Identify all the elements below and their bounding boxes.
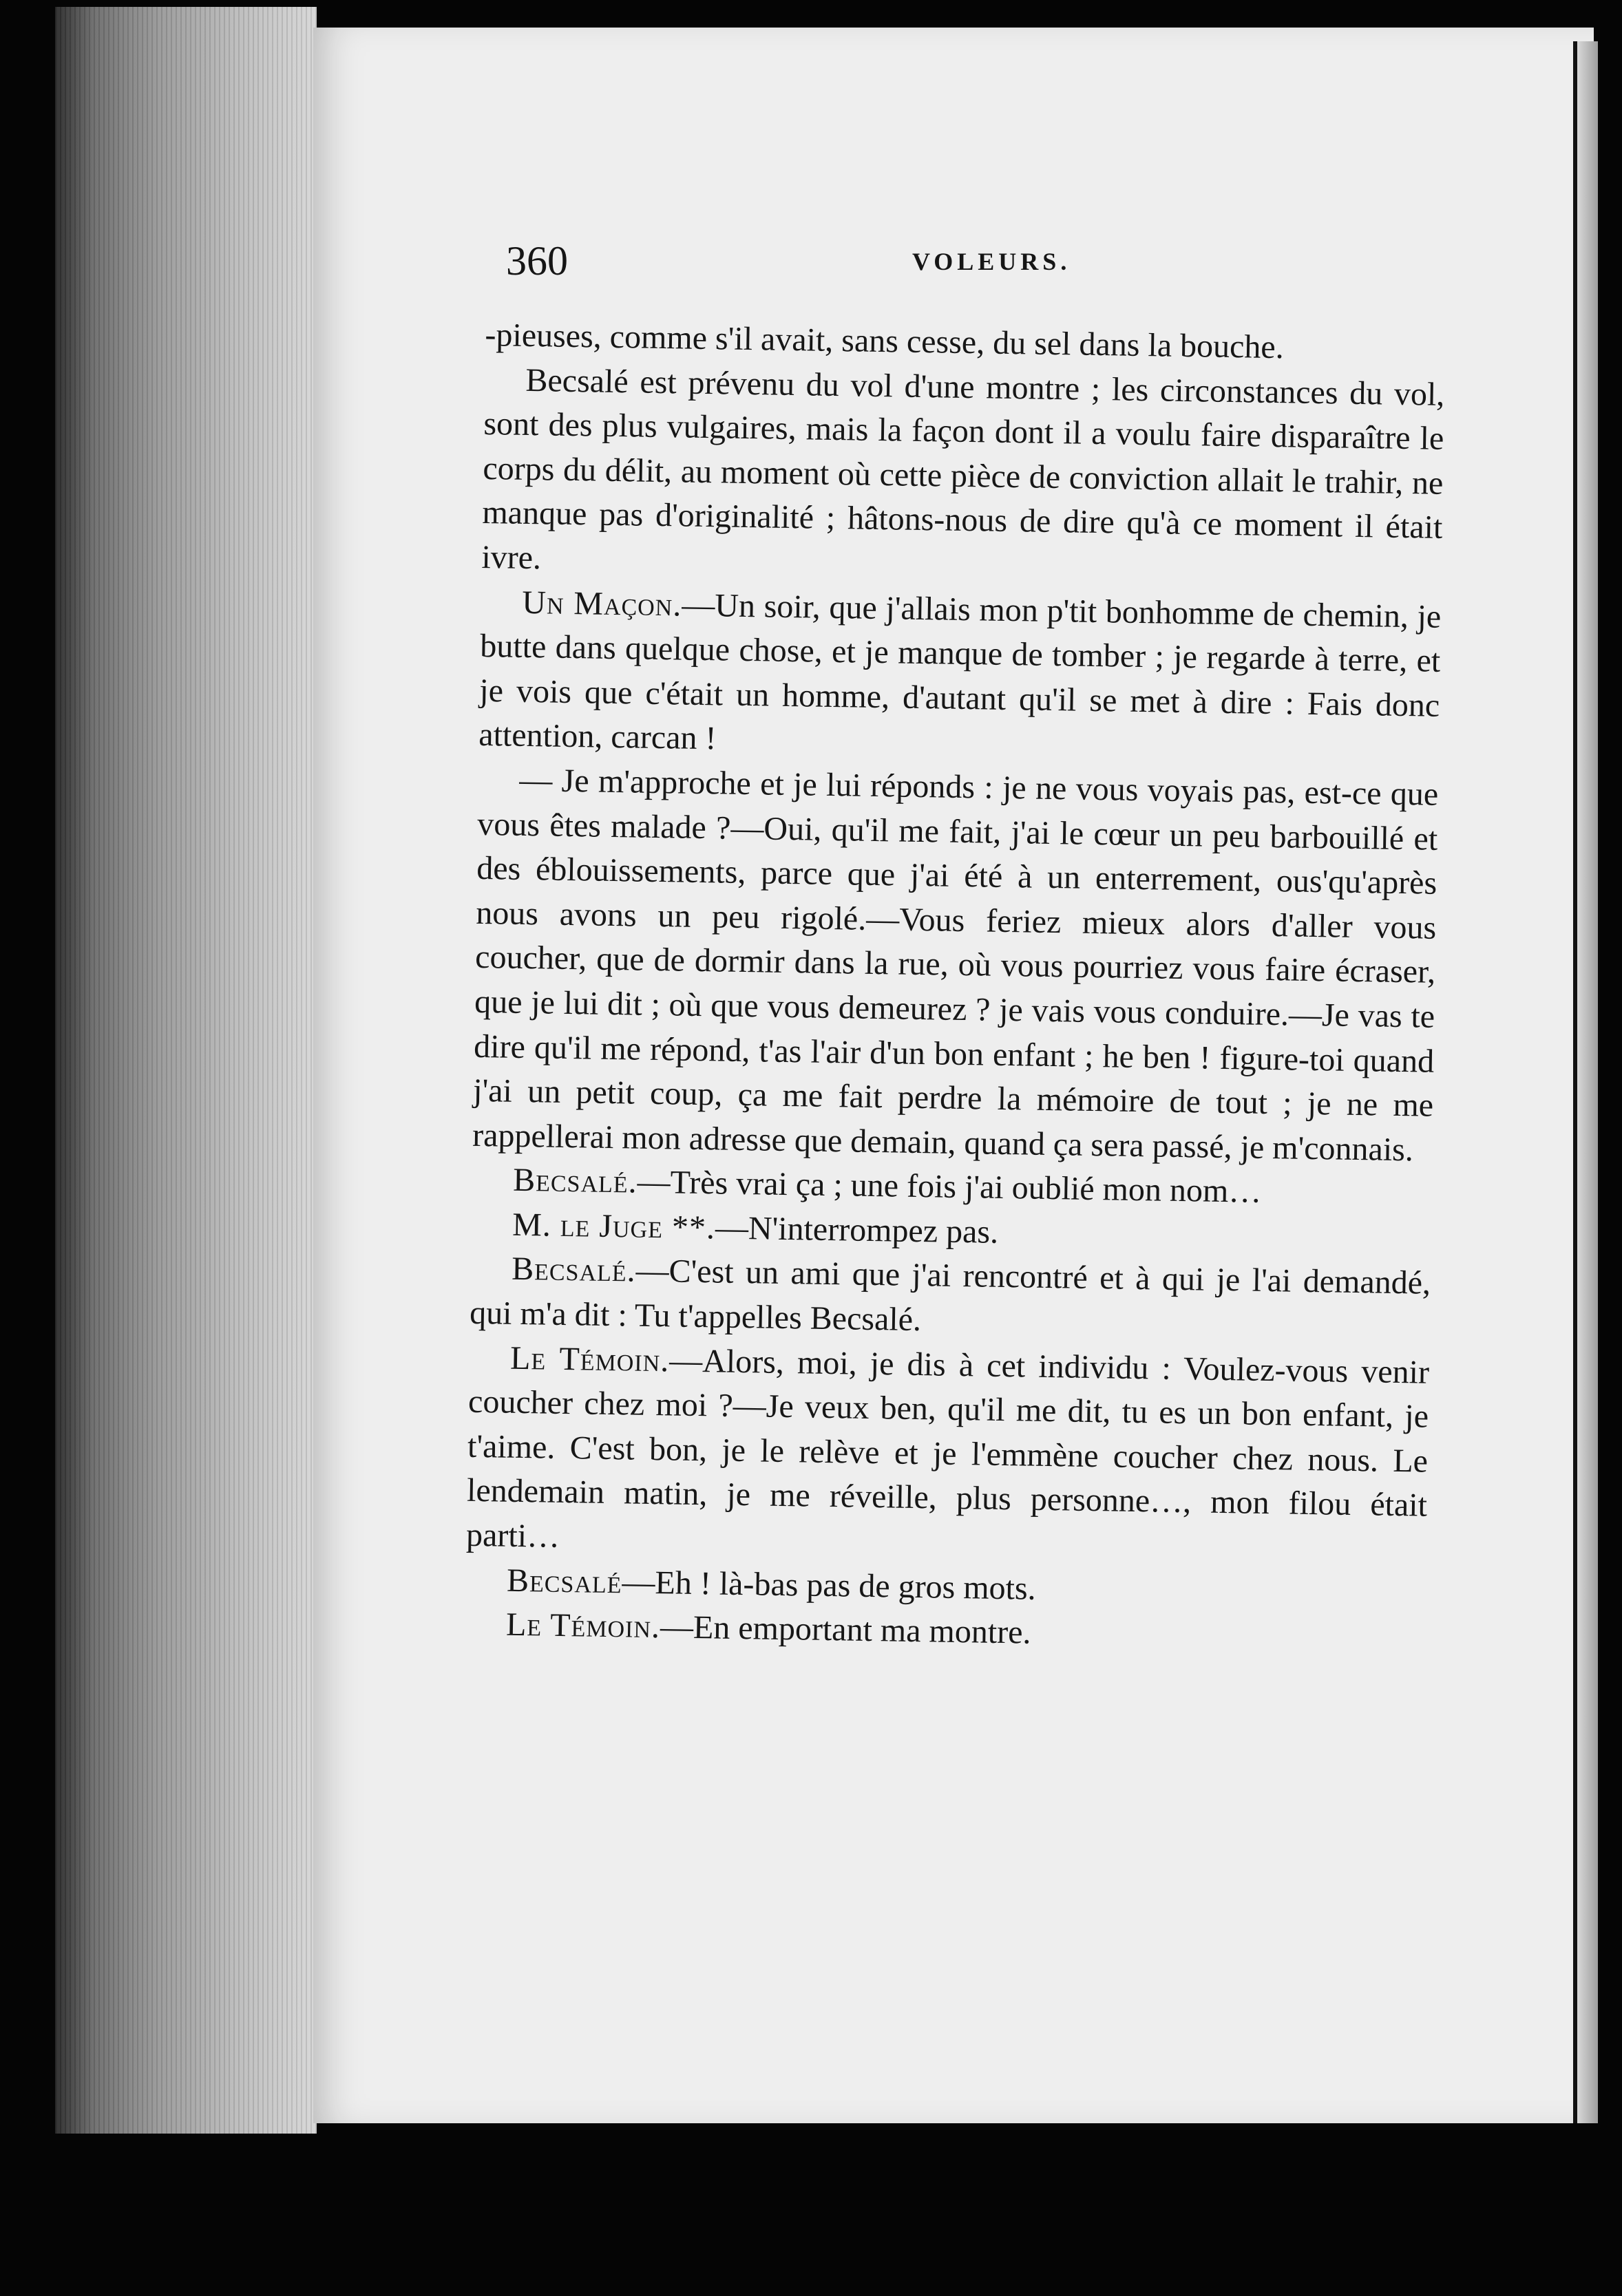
dialogue-line	[466, 1335, 1430, 1573]
speaker-name: Le Témoin.	[509, 1339, 670, 1379]
paragraph-continuation: -pieuses, comme s'il avait, sans cesse, du sel dans la bouche.	[485, 316, 1285, 366]
dialogue-text: —En emportant ma montre.	[660, 1608, 1031, 1651]
speaker-name: M. le Juge **.	[512, 1206, 716, 1246]
dialogue-continuation: — Je m'approche et je lui réponds : je ne vous voyais pas, est-ce que vous êtes malade ?—Oui, qu'il me fait, j'ai le cœur un peu barbouillé et des éblouissements, parce que j'ai été à un enterrement, ous'qu'après nous avons un peu rigolé.—Vous feriez mieux alors d'aller vous coucher, que de dormir dans la rue, où vous pourriez vous faire écraser, que je lui dit ; où que vous demeurez ? je vais vous conduire.—Je vas te dire qu'il me répond, t'as l'air d'un bon enfant ; he ben ! figure-toi quand j'ai un petit coup, ça me fait perdre la mémoire de tout ; je ne me rappellerai mon adresse que demain, quand ça sera passé, je m'connais.	[472, 761, 1439, 1169]
paragraph-intro: Becsalé est prévenu du vol d'une montre ; les circonstances du vol, sont des plus vulgaires, mais la façon dont il a voulu faire disparaître le corps du délit, au moment où cette pièce de conviction allait le trahir, ne manque pas d'originalité ; hâtons-nous de dire qu'à ce moment il était ivre.	[481, 361, 1445, 577]
speaker-name: Le Témoin.	[505, 1606, 661, 1646]
page-body	[465, 313, 1446, 1661]
speaker-name: Becsalé.	[512, 1162, 638, 1200]
speaker-name: Becsalé	[506, 1562, 622, 1600]
dialogue-text: —Eh ! là-bas pas de gros mots.	[622, 1563, 1037, 1607]
running-head: VOLEURS.	[912, 248, 1071, 275]
page-right-edge	[1573, 41, 1598, 2123]
dialogue-text: —N'interrompez pas.	[715, 1209, 999, 1251]
speaker-name: Becsalé.	[511, 1251, 637, 1290]
dialogue-text: —Alors, moi, je dis à cet individu : Voulez-vous venir coucher chez moi ?—Je veux ben, qu'il me dit, tu es un bon enfant, je t'aime. C'est bon, je le relève et je l'emmène coucher chez nous. Le lendemain matin, je me réveille, plus personne…, mon filou était parti…	[465, 1342, 1430, 1555]
page-number: 360	[506, 238, 568, 284]
dialogue-text: —Très vrai ça ; une fois j'ai oublié mon nom…	[637, 1163, 1262, 1211]
dialogue-line	[470, 1246, 1431, 1350]
book-page-edges	[55, 7, 317, 2134]
page-header	[506, 237, 1477, 293]
speaker-name: Un Maçon.	[521, 584, 682, 624]
dialogue-line	[478, 580, 1442, 773]
dialogue-text: —C'est un ami que j'ai rencontré et à qui je l'ai demandé, qui m'a dit : Tu t'appelles Becsalé.	[469, 1253, 1431, 1339]
dialogue-text: —Un soir, que j'allais mon p'tit bonhomme de chemin, je butte dans quelque chose, et je manque de tomber ; je regarde à terre, et je vois que c'était un homme, d'autant qu'il se met à dire : Fais donc attention, carcan !	[478, 586, 1442, 757]
